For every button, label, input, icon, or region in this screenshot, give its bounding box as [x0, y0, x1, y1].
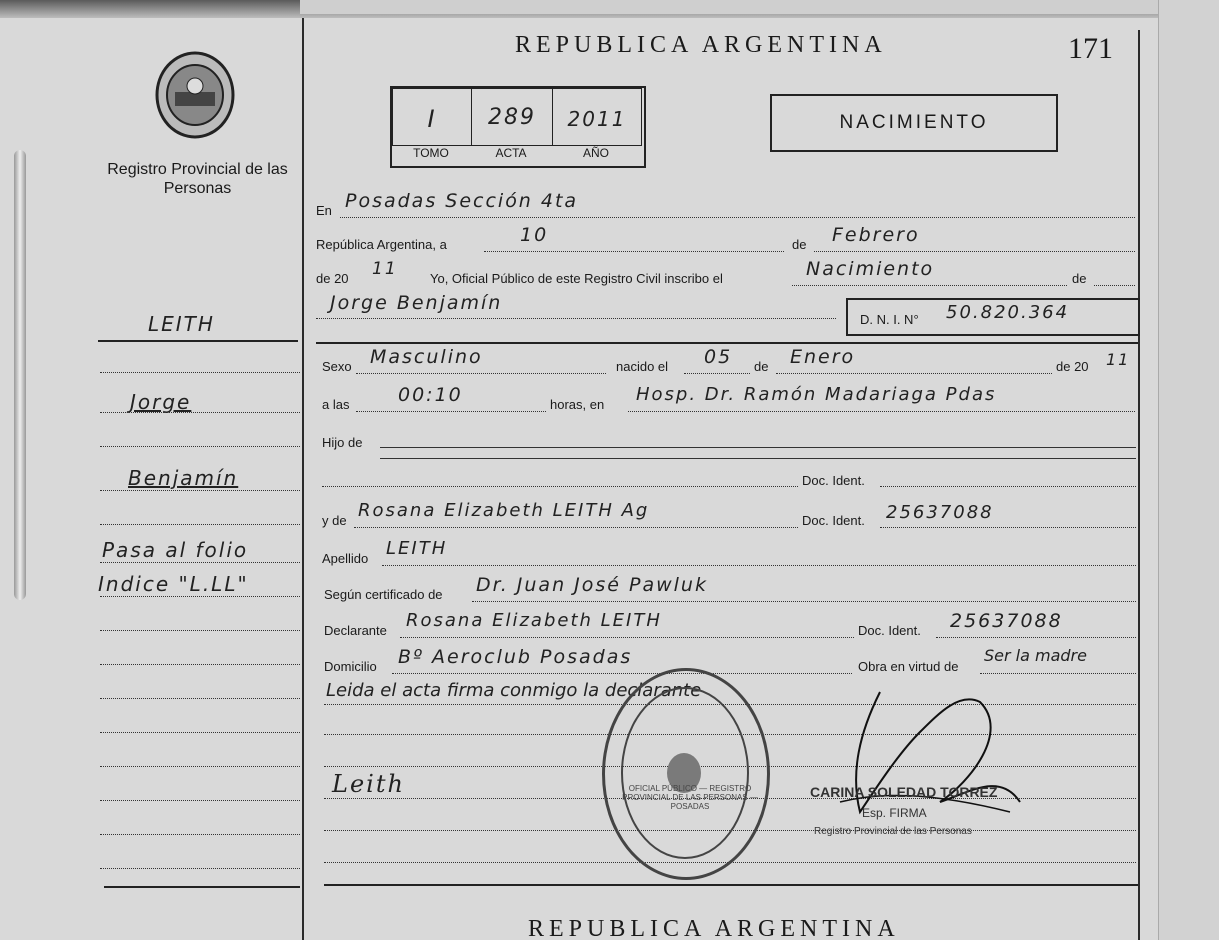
country-title: REPUBLICA ARGENTINA	[515, 32, 887, 58]
label-domicilio: Domicilio	[324, 659, 377, 674]
label-oficial: Yo, Oficial Público de este Registro Civil inscribo el	[430, 271, 723, 286]
sidebar-first-name: Jorge	[130, 390, 192, 414]
line-apellido	[382, 565, 1136, 566]
acta-cell	[471, 88, 553, 146]
value-certificado: Dr. Juan José Pawluk	[476, 574, 708, 596]
value-month: Febrero	[832, 224, 920, 246]
label-apellido: Apellido	[322, 551, 369, 566]
line-mother	[354, 527, 798, 528]
label-dni: D. N. I. N°	[860, 312, 919, 327]
label-de-3: de	[754, 359, 769, 374]
line-doc-1-value	[880, 486, 1136, 487]
sidebar-dotline	[100, 412, 300, 413]
line-declarante	[400, 637, 854, 638]
anio-value: 2011	[567, 107, 627, 131]
label-horas-en: horas, en	[550, 397, 605, 412]
line-de-2	[1094, 285, 1135, 286]
sidebar-second-name: Benjamín	[128, 466, 239, 490]
value-birth-year: 11	[1106, 350, 1131, 369]
sidebar-dotline	[100, 562, 300, 563]
tomo-label: TOMO	[413, 146, 449, 160]
acta-label: ACTA	[495, 146, 527, 160]
record-type-box	[770, 94, 1058, 152]
binding-spine	[14, 150, 26, 600]
sidebar-dotline	[100, 596, 300, 597]
sidebar-dotline	[100, 834, 300, 835]
value-mother-name: Rosana Elizabeth LEITH Ag	[358, 500, 650, 521]
line-hora	[356, 411, 546, 412]
label-certificado: Según certificado de	[324, 587, 443, 602]
sidebar-rule	[98, 340, 298, 342]
value-acto: Nacimiento	[806, 258, 935, 280]
tomo-cell	[392, 88, 472, 146]
sidebar-dotline	[100, 800, 300, 801]
officer-org: Registro Provincial de las Personas	[814, 826, 972, 837]
label-de: de	[792, 237, 807, 252]
sidebar-dotline	[100, 630, 300, 631]
value-year: 11	[372, 259, 398, 279]
label-birth-year: de 20	[1056, 359, 1089, 374]
label-republica: República Argentina, a	[316, 237, 447, 252]
value-declarante: Rosana Elizabeth LEITH	[406, 610, 662, 631]
value-lugar: Hosp. Dr. Ramón Madariaga Pdas	[636, 384, 997, 405]
label-doc-ident-1: Doc. Ident.	[802, 473, 865, 488]
label-en: En	[316, 203, 332, 218]
sidebar-dotline	[100, 868, 300, 869]
value-lectura: Leida el acta firma conmigo la declarante	[326, 680, 702, 701]
sidebar-dotline	[100, 490, 300, 491]
line-domicilio	[392, 673, 852, 674]
line-hijo	[380, 447, 1136, 448]
line-lugar	[628, 411, 1135, 412]
footer-country-title: REPUBLICA ARGENTINA	[528, 916, 900, 940]
sidebar-dotline	[100, 766, 300, 767]
value-apellido: LEITH	[386, 538, 448, 559]
form-bottom-rule	[324, 884, 1138, 886]
value-dni: 50.820.364	[946, 302, 1070, 323]
label-year: de 20	[316, 271, 349, 286]
sidebar-dotline	[100, 698, 300, 699]
officer-role: Esp. FIRMA	[862, 806, 927, 820]
province-emblem-icon	[150, 50, 240, 140]
sidebar-note-1: Pasa al folio	[102, 538, 249, 562]
sidebar-dotline	[100, 524, 300, 525]
acta-value: 289	[488, 105, 536, 130]
page-number: 171	[1068, 32, 1113, 65]
line-mother-doc	[880, 527, 1136, 528]
sidebar-dotline	[100, 732, 300, 733]
label-de-2: de	[1072, 271, 1087, 286]
line-declarante-doc	[936, 637, 1136, 638]
label-obra: Obra en virtud de	[858, 659, 959, 674]
label-hora: a las	[322, 397, 350, 412]
line-full-name	[316, 318, 836, 319]
sidebar-dotline	[100, 446, 300, 447]
officer-name: CARINA SOLEDAD TORREZ	[810, 784, 998, 800]
record-type: NACIMIENTO	[839, 112, 989, 133]
tomo-value: I	[427, 105, 437, 133]
line-birth-day	[684, 373, 750, 374]
label-doc-ident-3: Doc. Ident.	[858, 623, 921, 638]
line-day	[484, 251, 784, 252]
label-nacido: nacido el	[616, 359, 669, 374]
value-mother-doc: 25637088	[886, 502, 994, 523]
seal-text: OFICIAL PÚBLICO — REGISTRO PROVINCIAL DE LAS PERSONAS — POSADAS	[622, 784, 758, 811]
line-certificado	[472, 601, 1136, 602]
sidebar-note-2: Indice "L.LL"	[98, 572, 249, 596]
value-declarante-doc: 25637088	[950, 610, 1063, 632]
value-en: Posadas Sección 4ta	[345, 190, 579, 212]
sidebar-surname: LEITH	[148, 312, 215, 336]
line-month	[814, 251, 1135, 252]
anio-label: AÑO	[582, 146, 609, 160]
line-hijo-2	[380, 458, 1136, 459]
right-page-edge	[1158, 0, 1219, 940]
line-doc-1	[322, 486, 798, 487]
official-seal-icon	[602, 668, 770, 880]
value-full-name: Jorge Benjamín	[330, 292, 503, 314]
line-en	[340, 217, 1135, 218]
value-birth-day: 05	[704, 346, 733, 368]
right-column-border	[1138, 30, 1140, 940]
form-divider	[316, 342, 1138, 344]
value-hora: 00:10	[398, 384, 463, 406]
line-sexo	[356, 373, 606, 374]
sidebar-dotline	[100, 664, 300, 665]
label-doc-ident-2: Doc. Ident.	[802, 513, 865, 528]
registry-office-name: Registro Provincial de las Personas	[107, 161, 288, 197]
value-sexo: Masculino	[370, 346, 483, 368]
left-column-border	[302, 18, 304, 940]
declarant-signature: Leith	[332, 770, 405, 798]
anio-cell	[552, 88, 642, 146]
label-declarante: Declarante	[324, 623, 387, 638]
line-birth-month	[776, 373, 1052, 374]
value-birth-month: Enero	[790, 346, 856, 368]
line-acto	[792, 285, 1067, 286]
sidebar-bottom-rule	[104, 886, 300, 888]
value-domicilio: Bº Aeroclub Posadas	[398, 646, 633, 668]
sidebar-dotline	[100, 372, 300, 373]
value-obra: Ser la madre	[984, 646, 1087, 665]
value-day: 10	[520, 224, 549, 246]
top-edge-paper	[300, 0, 1219, 14]
label-y-de: y de	[322, 513, 347, 528]
label-sexo: Sexo	[322, 359, 352, 374]
label-hijo: Hijo de	[322, 435, 363, 450]
